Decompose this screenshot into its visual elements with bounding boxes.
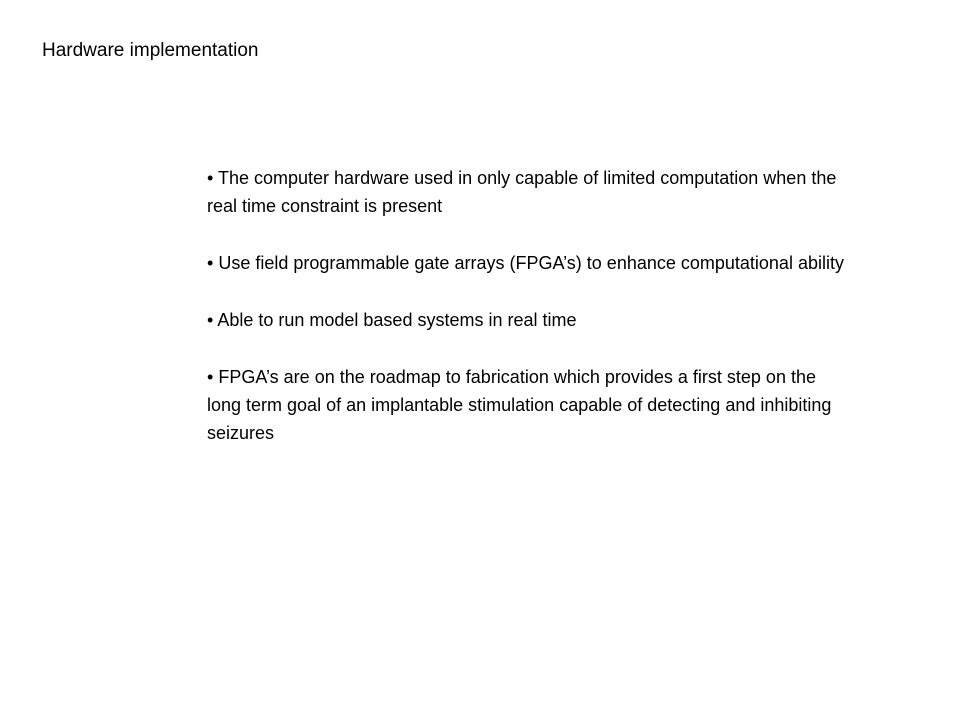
bullet-item-roadmap	[207, 363, 847, 447]
bullet-item-real-time	[207, 306, 847, 334]
bullet-marker: •	[207, 310, 214, 330]
bullet-marker: •	[207, 253, 214, 273]
bullet-marker: •	[207, 367, 214, 387]
bullet-text: Use field programmable gate arrays (FPGA’s) to enhance computational ability	[218, 253, 844, 273]
bullet-item-hardware-limits	[207, 164, 847, 220]
bullet-text: FPGA’s are on the roadmap to fabrication which provides a first step on the long term goal of an implantable stimulation capable of detecting and inhibiting seizures	[207, 367, 832, 443]
bullet-item-fpga	[207, 249, 847, 277]
bullet-text: The computer hardware used in only capable of limited computation when the real time constraint is present	[207, 168, 837, 216]
bullet-list	[207, 164, 847, 447]
bullet-text: Able to run model based systems in real time	[217, 310, 577, 330]
slide-title: Hardware implementation	[42, 40, 259, 61]
bullet-marker: •	[207, 168, 214, 188]
